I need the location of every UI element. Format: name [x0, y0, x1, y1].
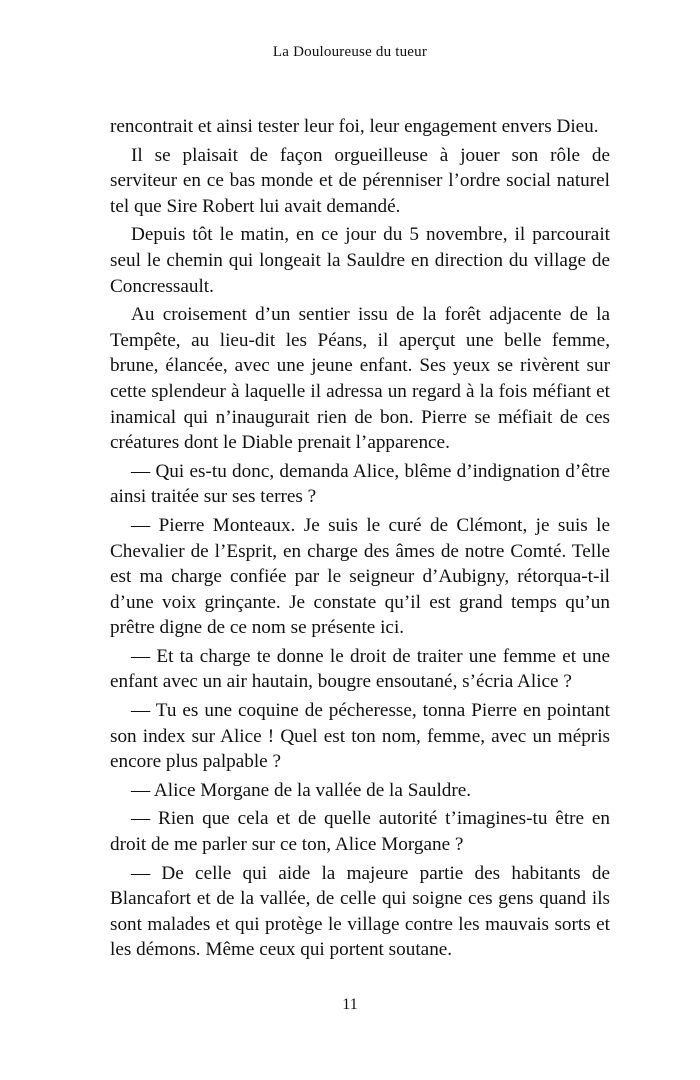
dialogue-line: — Et ta charge te donne le droit de traiter une femme et une enfant avec un air hautain, bougre ensoutané, s’écria Alice ?: [110, 645, 610, 693]
dialogue-line: — De celle qui aide la majeure partie des habitants de Blancafort et de la vallée, de celle qui soigne ces gens quand ils sont malades et qui protège le village contre les mauvais sorts et les démons. Même ceux qui portent soutane.: [110, 862, 610, 961]
paragraph: Au croisement d’un sentier issu de la forêt adjacente de la Tempête, au lieu-dit les Péans, il aperçut une belle femme, brune, élancée, avec une jeune enfant. Ses yeux se rivèrent sur cette splendeur à laquelle il adressa un regard à la fois méfiant et inamical qui n’inaugurait rien de bon. Pierre se méfiait de ces créatures dont le Diable prenait l’apparence.: [110, 304, 610, 454]
dialogue-line: — Qui es-tu donc, demanda Alice, blême d’indignation d’être ainsi traitée sur ses terres ?: [110, 460, 610, 508]
running-header: La Douloureuse du tueur: [272, 44, 428, 60]
dialogue-line: — Alice Morgane de la vallée de la Sauldre.: [131, 779, 472, 801]
paragraph: rencontrait et ainsi tester leur foi, leur engagement envers Dieu.: [110, 116, 599, 137]
body-text: [110, 114, 610, 966]
paragraph: Il se plaisait de façon orgueilleuse à jouer son rôle de serviteur en ce bas monde et de pérenniser l’ordre social naturel tel que Sire Robert lui avait demandé.: [110, 144, 610, 217]
dialogue-line: — Tu es une coquine de pécheresse, tonna Pierre en pointant son index sur Alice ! Quel est ton nom, femme, avec un mépris encore plus palpable ?: [110, 700, 610, 773]
dialogue-line: — Pierre Monteaux. Je suis le curé de Clémont, je suis le Chevalier de l’Esprit, en charge des âmes de notre Comté. Telle est ma charge confiée par le seigneur d’Aubigny, rétorqua-t-il d’une voix grinçante. Je constate qu’il est grand temps qu’un prêtre digne de ce nom se présente ici.: [110, 514, 610, 639]
dialogue-line: — Rien que cela et de quelle autorité t’imagines-tu être en droit de me parler sur ce ton, Alice Morgane ?: [110, 808, 610, 856]
page-number: 11: [342, 996, 358, 1013]
paragraph: Depuis tôt le matin, en ce jour du 5 novembre, il parcourait seul le chemin qui longeait la Sauldre en direction du village de Concressault.: [110, 224, 610, 297]
